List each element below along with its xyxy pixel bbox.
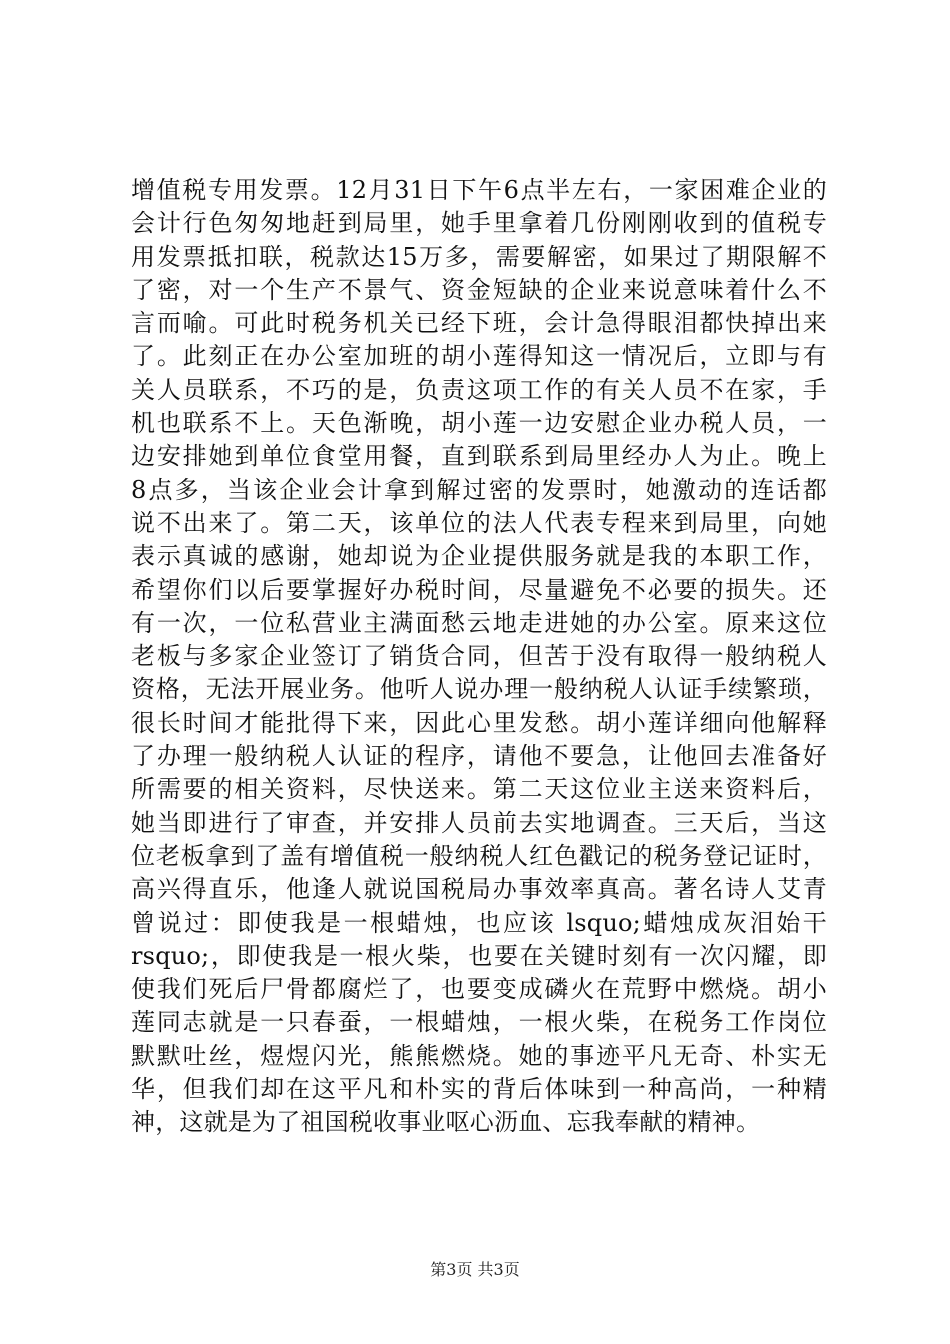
text-line: 资格，无法开展业务。他听人说办理一般纳税人认证手续繁琐， <box>131 675 827 704</box>
text-line: 用发票抵扣联，税款达15万多，需要解密，如果过了期限解不 <box>131 242 827 271</box>
page-footer: 第3页 共3页 <box>430 1260 520 1279</box>
body-paragraph <box>131 174 827 1140</box>
text-line: 老板与多家企业签订了销货合同，但苦于没有取得一般纳税人 <box>131 642 827 671</box>
text-line: 了。此刻正在办公室加班的胡小莲得知这一情况后，立即与有 <box>131 342 827 371</box>
text-line: 希望你们以后要掌握好办税时间，尽量避免不必要的损失。还 <box>131 575 827 604</box>
text-line: 8点多，当该企业会计拿到解过密的发票时，她激动的连话都 <box>131 475 827 504</box>
text-line: 了办理一般纳税人认证的程序，请他不要急，让他回去准备好 <box>131 742 827 771</box>
text-line: 表示真诚的感谢，她却说为企业提供服务就是我的本职工作， <box>131 542 827 571</box>
text-line: 很长时间才能批得下来，因此心里发愁。胡小莲详细向他解释 <box>131 708 827 737</box>
text-line: 了密，对一个生产不景气、资金短缺的企业来说意味着什么不 <box>131 275 827 304</box>
text-line: 会计行色匆匆地赶到局里，她手里拿着几份刚刚收到的值税专 <box>131 209 827 238</box>
text-line: 莲同志就是一只春蚕，一根蜡烛，一根火柴，在税务工作岗位 <box>131 1008 827 1037</box>
text-line: 华，但我们却在这平凡和朴实的背后体味到一种高尚，一种精 <box>131 1075 827 1104</box>
text-line: 使我们死后尸骨都腐烂了，也要变成磷火在荒野中燃烧。胡小 <box>131 975 827 1004</box>
text-line: 默默吐丝，煜煜闪光，熊熊燃烧。她的事迹平凡无奇、朴实无 <box>131 1041 827 1070</box>
text-line: 机也联系不上。天色渐晚，胡小莲一边安慰企业办税人员，一 <box>131 409 827 438</box>
text-line: 边安排她到单位食堂用餐，直到联系到局里经办人为止。晚上 <box>131 442 827 471</box>
text-line: 说不出来了。第二天，该单位的法人代表专程来到局里，向她 <box>131 508 827 537</box>
text-line: 增值税专用发票。12月31日下午6点半左右，一家困难企业的 <box>131 176 827 204</box>
text-line: 神，这就是为了祖国税收事业呕心沥血、忘我奉献的精神。 <box>131 1108 761 1137</box>
text-line: 她当即进行了审查，并安排人员前去实地调查。三天后，当这 <box>131 808 827 837</box>
text-line: 关人员联系，不巧的是，负责这项工作的有关人员不在家，手 <box>131 375 827 404</box>
text-line: 位老板拿到了盖有增值税一般纳税人红色戳记的税务登记证时， <box>131 841 827 870</box>
text-line: 曾说过：即使我是一根蜡烛，也应该 lsquo;蜡烛成灰泪始干 <box>131 908 827 937</box>
text-line: 有一次，一位私营业主满面愁云地走进她的办公室。原来这位 <box>131 608 827 637</box>
text-line: rsquo;，即使我是一根火柴，也要在关键时刻有一次闪耀，即 <box>131 941 827 970</box>
text-line: 所需要的相关资料，尽快送来。第二天这位业主送来资料后， <box>131 775 827 804</box>
text-line: 言而喻。可此时税务机关已经下班，会计急得眼泪都快掉出来 <box>131 309 827 338</box>
text-line: 高兴得直乐，他逢人就说国税局办事效率真高。著名诗人艾青 <box>131 875 827 904</box>
